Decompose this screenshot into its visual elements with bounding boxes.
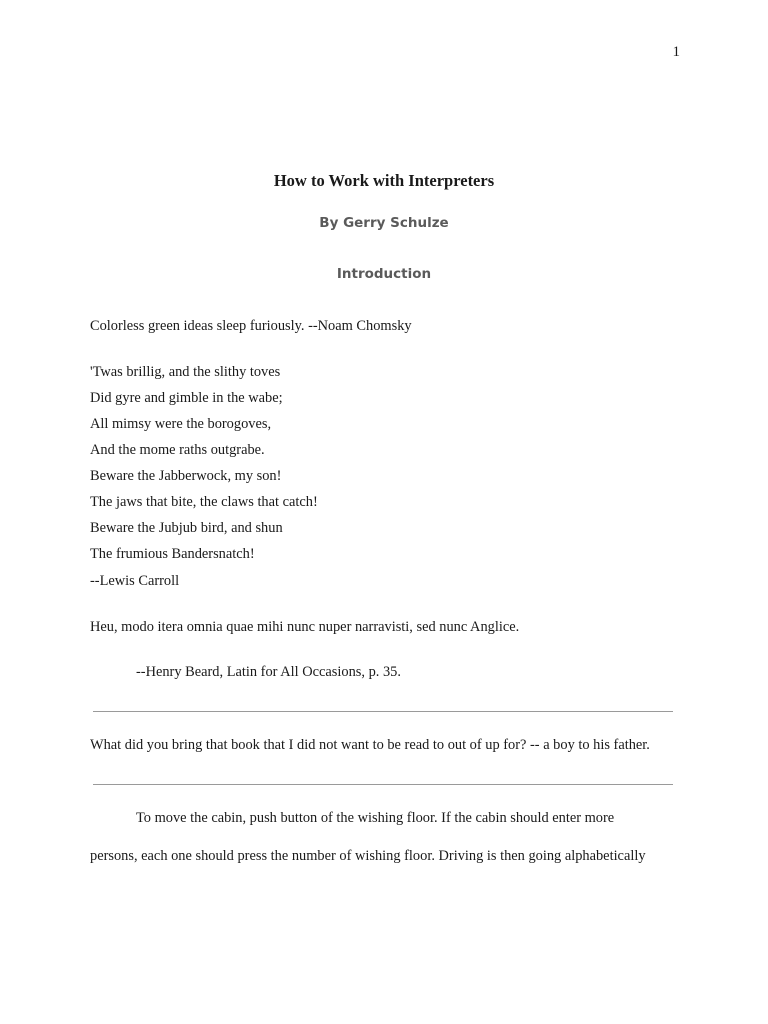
page-number: 1 <box>672 44 680 60</box>
divider <box>93 711 673 712</box>
author-line: By Gerry Schulze <box>319 215 449 231</box>
paragraph-line: To move the cabin, push button of the wishing floor. If the cabin should enter more <box>136 810 615 826</box>
chomsky-quote: Colorless green ideas sleep furiously. --Noam Chomsky <box>90 318 412 334</box>
poem-line: The jaws that bite, the claws that catch! <box>90 494 318 510</box>
paragraph-line: persons, each one should press the number of wishing floor. Driving is then going alphabetically <box>90 848 646 864</box>
section-heading: Introduction <box>336 266 432 282</box>
poem-line: Did gyre and gimble in the wabe; <box>90 390 283 406</box>
latin-attribution: --Henry Beard, Latin for All Occasions, p. 35. <box>136 664 401 680</box>
poem-line: Beware the Jubjub bird, and shun <box>90 520 283 536</box>
poem-line: 'Twas brillig, and the slithy toves <box>90 364 281 380</box>
poem-line: All mimsy were the borogoves, <box>90 416 272 432</box>
poem-attribution: --Lewis Carroll <box>90 573 180 589</box>
poem-line: The frumious Bandersnatch! <box>90 546 255 562</box>
boy-quote: What did you bring that book that I did not want to be read to out of up for? -- a boy to his father. <box>90 737 650 753</box>
poem-line: And the mome raths outgrabe. <box>90 442 265 458</box>
document-title: How to Work with Interpreters <box>273 171 495 190</box>
latin-quote: Heu, modo itera omnia quae mihi nunc nuper narravisti, sed nunc Anglice. <box>90 619 520 635</box>
poem-line: Beware the Jabberwock, my son! <box>90 468 282 484</box>
divider <box>93 784 673 785</box>
